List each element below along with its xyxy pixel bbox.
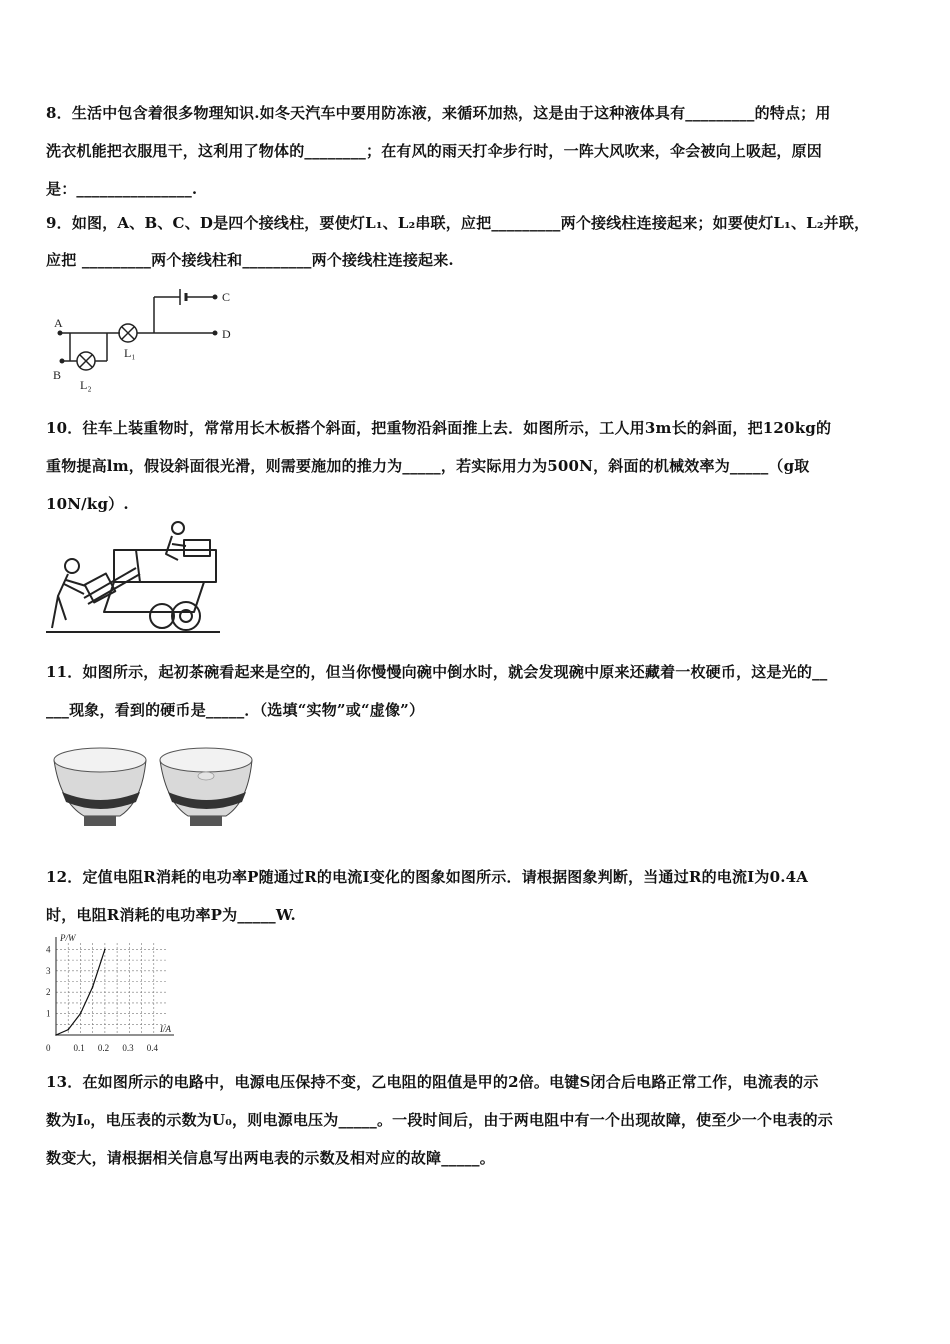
q9-circuit-diagram: [50, 285, 250, 395]
q10-truck-loading-illustration: [44, 520, 222, 638]
q12-line-2: 时，电阻R消耗的电功率P为_____W.: [46, 906, 296, 924]
q11-line-1: 11．如图所示，起初茶碗看起来是空的，但当你慢慢向碗中倒水时，就会发现碗中原来还藏着一枚硬币，这是光的__: [46, 663, 828, 681]
terminal-b-label: B: [53, 368, 62, 382]
x-tick-label: 0.1: [73, 1043, 85, 1053]
q8-line-3: 是：_______________.: [46, 180, 198, 198]
curve-point: [67, 1029, 69, 1031]
q8-line-1: 8．生活中包含着很多物理知识.如冬天汽车中要用防冻液，来循环加热，这是由于这种液体具有_________的特点；用: [46, 104, 831, 122]
q10-line-3: 10N/kg）.: [46, 495, 129, 513]
x-axis-label: I/A: [160, 1024, 171, 1034]
q13-line-2: 数为I₀，电压表的示数为U₀，则电源电压为_____。一段时间后，由于两电阻中有一个出现故障，使至少一个电表的示: [46, 1111, 833, 1129]
lamp-l2-label: L₂: [80, 378, 92, 392]
q12-line-1: 12．定值电阻R消耗的电功率P随通过R的电流I变化的图象如图所示．请根据图象判断，当通过R的电流I为0.4A: [46, 868, 809, 886]
y-axis-label: P/W: [60, 933, 76, 943]
q9-line-1: 9．如图，A、B、C、D是四个接线柱，要使灯L₁、L₂串联，应把_________两个接线柱连接起来；如要使灯L₁、L₂并联，: [46, 214, 870, 232]
y-tick-label: 4: [46, 944, 51, 955]
terminal-c-label: C: [222, 290, 231, 304]
q11-line-2: ___现象，看到的硬币是_____．（选填“实物”或“虚像”）: [46, 701, 425, 719]
q12-power-current-chart: [44, 930, 184, 1055]
curve-point: [55, 1034, 57, 1036]
x-tick-label: 0: [46, 1043, 51, 1053]
q13-line-1: 13．在如图所示的电路中，电源电压保持不变，乙电阻的阻值是甲的2倍。电键S闭合后电路正常工作，电流表的示: [46, 1073, 819, 1091]
q11-tea-bowls-photo: [50, 742, 258, 834]
lamp-l1-label: L₁: [124, 346, 136, 360]
q10-line-2: 重物提高lm，假设斜面很光滑，则需要施加的推力为_____，若实际用力为500N，斜面的机械效率为_____（g取: [46, 457, 810, 475]
terminal-d-label: D: [222, 327, 231, 341]
left-bowl: [54, 748, 146, 826]
y-tick-label: 3: [46, 965, 51, 976]
y-tick-label: 1: [46, 1008, 51, 1019]
q10-line-1: 10．往车上装重物时，常常用长木板搭个斜面，把重物沿斜面推上去．如图所示，工人用3m长的斜面，把120kg的: [46, 419, 832, 437]
x-tick-label: 0.2: [97, 1043, 110, 1053]
y-tick-label: 2: [46, 987, 51, 998]
curve-point: [104, 949, 106, 951]
terminal-a-label: A: [54, 316, 63, 330]
q9-line-2: 应把 _________两个接线柱和_________两个接线柱连接起来.: [46, 251, 454, 269]
q8-line-2: 洗衣机能把衣服甩干，这利用了物体的________；在有风的雨天打伞步行时，一阵大风吹来，伞会被向上吸起，原因: [46, 142, 823, 160]
curve-point: [80, 1013, 82, 1015]
curve-point: [92, 986, 94, 988]
x-tick-label: 0.3: [122, 1043, 134, 1053]
q13-line-3: 数变大，请根据相关信息写出两电表的示数及相对应的故障_____。: [46, 1149, 495, 1167]
right-bowl: [160, 748, 252, 826]
x-tick-label: 0.4: [146, 1043, 159, 1053]
